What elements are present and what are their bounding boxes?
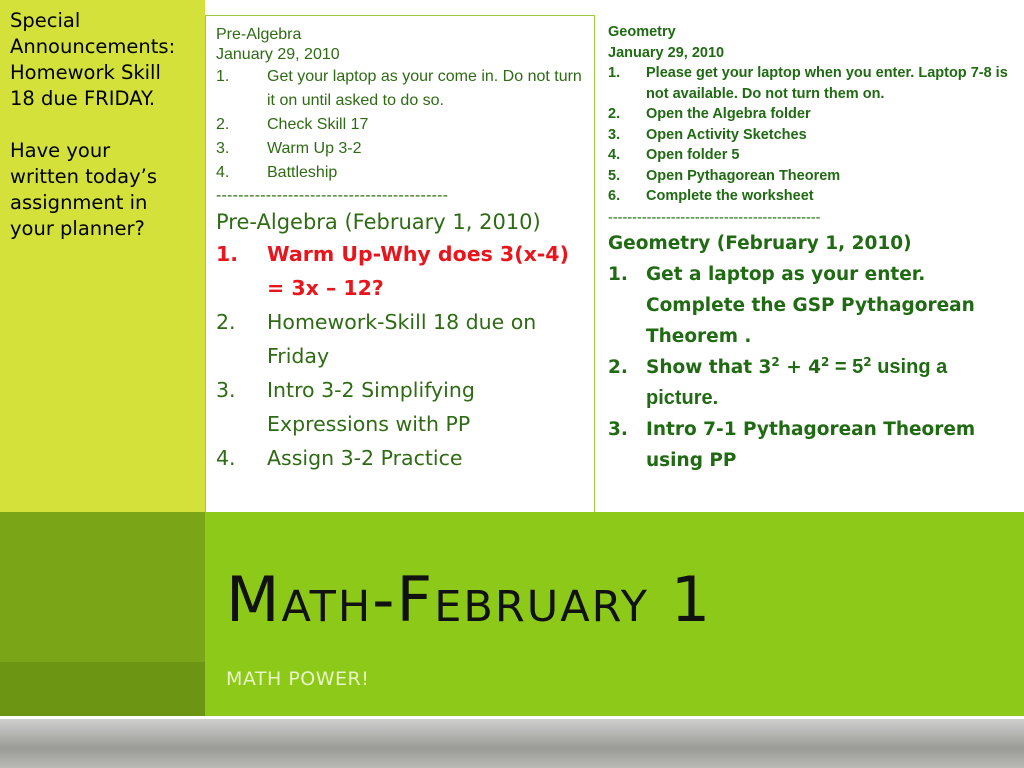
list-item: [216, 161, 588, 185]
geometry-old-date: January 29, 2010: [608, 44, 725, 61]
pre-algebra-new-heading: Pre-Algebra (February 1, 2010): [216, 210, 541, 234]
announcement-line: Announcements:: [10, 35, 176, 58]
special-announcements: [10, 8, 200, 242]
item-number: 3.: [608, 418, 628, 440]
item-number: 1.: [608, 65, 621, 81]
slide-title: Math-February 1: [226, 563, 713, 636]
list-item: [608, 125, 1013, 146]
item-number: 1.: [216, 68, 230, 85]
item-number: 3.: [608, 126, 621, 143]
item-number: 4.: [216, 446, 236, 470]
text-fragment: Show that 3: [646, 356, 772, 378]
pre-algebra-content: [216, 25, 588, 475]
list-item: [608, 259, 1013, 352]
item-text: Assign 3-2 Practice: [267, 446, 463, 470]
item-text: Homework-Skill 18 due on Friday: [267, 310, 537, 368]
pre-algebra-new-list: [216, 237, 588, 475]
slide-subtitle: MATH POWER!: [226, 668, 370, 690]
list-item: [216, 65, 588, 113]
item-text: Intro 7-1 Pythagorean Theorem using PP: [646, 418, 976, 471]
item-number: 4.: [216, 164, 230, 181]
exponent: 2: [863, 354, 872, 369]
item-number: 3.: [216, 378, 236, 402]
announcement-line: Have your: [10, 139, 111, 162]
announcement-line: Homework Skill: [10, 61, 161, 84]
item-text: Please get your laptop when you enter. Laptop 7-8 is not available. Do not turn them on.: [646, 65, 1008, 102]
geometry-new-heading: Geometry (February 1, 2010): [608, 232, 912, 254]
item-text: Get a laptop as your enter. Complete the GSP Pythagorean Theorem .: [646, 263, 975, 347]
list-item: [608, 104, 1013, 125]
item-text: Open the Algebra folder: [646, 106, 811, 122]
text-fragment: = 5: [829, 355, 864, 378]
item-number: 6.: [608, 188, 621, 204]
list-item: [216, 373, 588, 441]
item-text: Warm Up 3-2: [267, 140, 362, 157]
text-fragment: + 4: [779, 356, 822, 378]
announcement-line: Special: [10, 9, 81, 32]
item-text: Complete the worksheet: [646, 188, 814, 204]
item-number: 3.: [216, 140, 230, 157]
pre-algebra-old-date: January 29, 2010: [216, 46, 340, 63]
list-item: [608, 414, 1013, 476]
geometry-old-heading: Geometry: [608, 24, 676, 40]
item-text: [646, 354, 948, 409]
announcement-line: your planner?: [10, 217, 145, 240]
geometry-content: [608, 22, 1013, 476]
announcement-line: written today’s: [10, 165, 158, 188]
item-number: 1.: [608, 263, 628, 285]
pre-algebra-old-list: [216, 65, 588, 185]
pre-algebra-box: [205, 15, 595, 512]
item-number: 2.: [608, 356, 628, 378]
list-item: [216, 441, 588, 475]
item-text: Check Skill 17: [267, 116, 369, 133]
divider: --------------------------------------------: [608, 209, 821, 226]
item-number: 2.: [216, 116, 230, 133]
exponent: 2: [821, 354, 830, 369]
item-text: Intro 3-2 Simplifying Expressions with PP: [267, 378, 475, 436]
announcement-line: 18 due FRIDAY.: [10, 87, 156, 110]
list-item: [608, 166, 1013, 187]
item-number: 1.: [216, 242, 239, 266]
item-number: 4.: [608, 147, 621, 163]
list-item: [608, 352, 1013, 414]
spacer: [10, 112, 200, 138]
title-band-accent: [0, 662, 205, 717]
announcement-line: assignment in: [10, 191, 148, 214]
list-item: [608, 63, 1013, 104]
item-text: Open Pythagorean Theorem: [646, 167, 841, 184]
list-item: [216, 237, 588, 305]
item-number: 5.: [608, 167, 621, 184]
item-text: Battleship: [267, 164, 338, 181]
exponent: 2: [771, 354, 780, 369]
item-text: Warm Up-Why does 3(x-4) = 3x – 12?: [267, 242, 569, 300]
item-number: 2.: [608, 106, 621, 122]
list-item: [608, 145, 1013, 166]
bottom-strip: [0, 719, 1024, 768]
text-fragment: using a picture.: [646, 355, 948, 409]
item-text: Get your laptop as your come in. Do not turn it on until asked to do so.: [267, 68, 582, 109]
item-text: Open folder 5: [646, 147, 740, 163]
divider: ------------------------------------------: [216, 187, 449, 204]
item-number: 2.: [216, 310, 236, 334]
geometry-old-list: [608, 63, 1013, 207]
pre-algebra-old-heading: Pre-Algebra: [216, 26, 302, 43]
list-item: [216, 305, 588, 373]
list-item: [608, 186, 1013, 207]
list-item: [216, 137, 588, 161]
list-item: [216, 113, 588, 137]
announcement-panel: [0, 0, 205, 512]
geometry-new-list: [608, 259, 1013, 476]
item-text: Open Activity Sketches: [646, 126, 807, 143]
